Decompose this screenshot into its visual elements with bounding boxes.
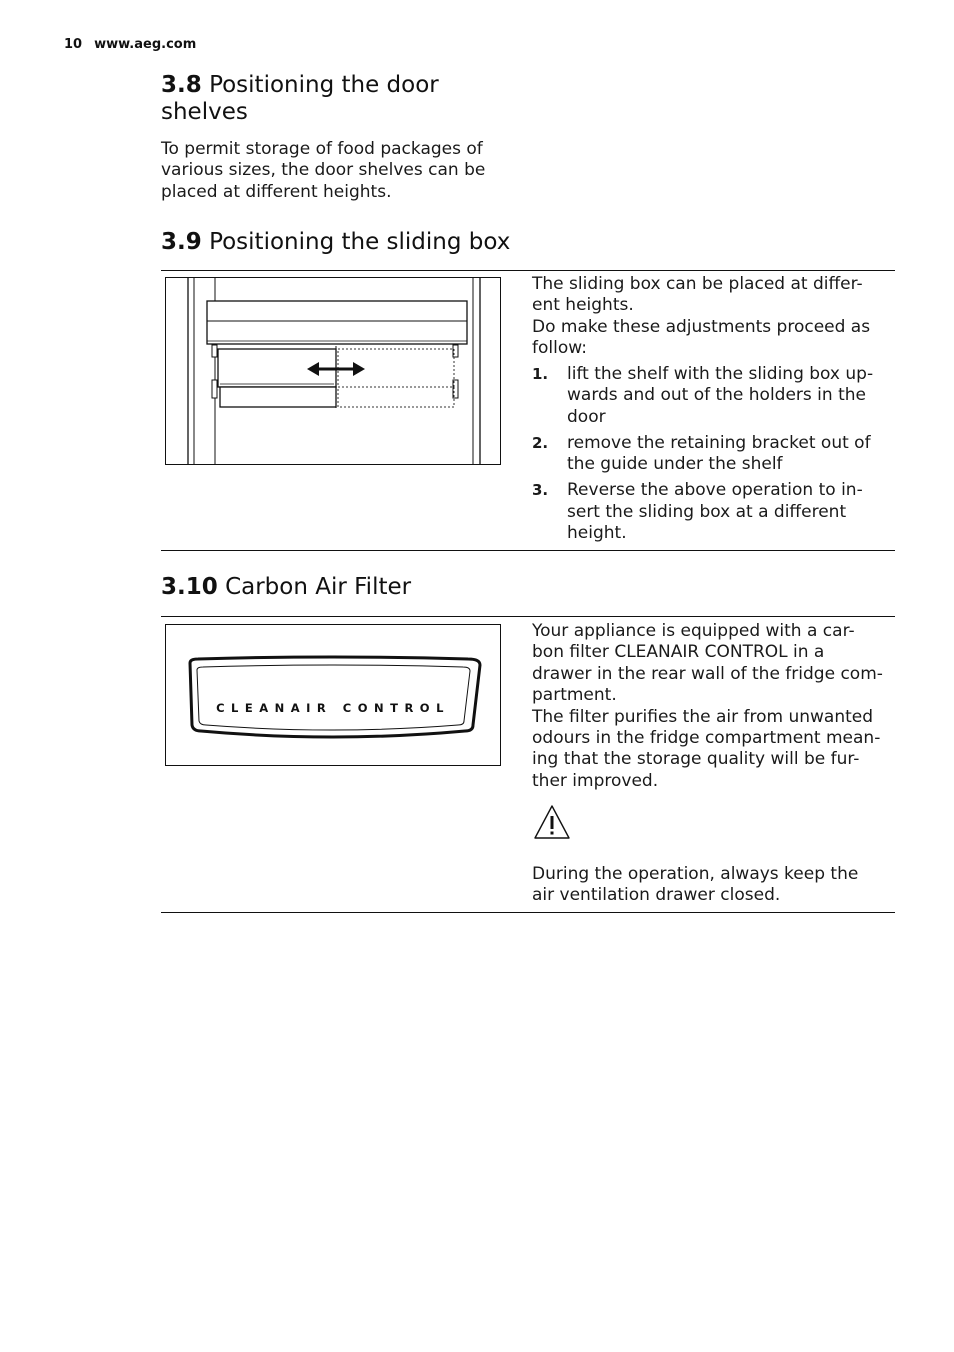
step-line: door	[567, 406, 606, 427]
section-3-8-body	[161, 139, 511, 203]
body-line: ing that the storage quality will be fur-	[532, 749, 860, 770]
step-line: height.	[567, 523, 627, 544]
body-line: To permit storage of food packages of	[161, 139, 483, 159]
section-3-9-title	[161, 229, 510, 256]
carbon-filter-illustration	[165, 624, 501, 766]
step-line: lift the shelf with the sliding box up-	[567, 364, 874, 384]
section-rule-top	[161, 616, 895, 617]
body-line: placed at different heights.	[161, 181, 392, 202]
step-number: 3.	[532, 481, 549, 500]
section-3-8-title	[161, 72, 439, 126]
section-3-10-title	[161, 574, 411, 601]
section-title-line2: shelves	[161, 99, 248, 125]
section-3-9-intro	[532, 274, 892, 360]
step-line: remove the retaining bracket out of	[567, 432, 871, 453]
section-rule-bottom	[161, 912, 895, 913]
step-number: 1.	[532, 365, 549, 383]
warning-line: During the operation, always keep the	[532, 864, 859, 884]
body-line: Your appliance is equipped with a car-	[532, 621, 855, 641]
step-item	[532, 480, 882, 544]
sliding-box-illustration	[165, 277, 501, 465]
warning-triangle-icon	[532, 803, 572, 845]
step-line: Reverse the above operation to in-	[567, 480, 863, 501]
section-title-line1: Positioning the door	[209, 72, 439, 98]
body-line: odours in the fridge compartment mean-	[532, 728, 881, 749]
section-3-10-body	[532, 621, 892, 792]
body-line: bon filter CLEANAIR CONTROL in a	[532, 642, 825, 663]
warning-line: air ventilation drawer closed.	[532, 885, 781, 906]
body-line: The sliding box can be placed at differ-	[532, 274, 863, 294]
body-line: Do make these adjustments proceed as	[532, 316, 871, 337]
step-line: the guide under the shelf	[567, 454, 783, 475]
body-line: partment.	[532, 685, 617, 706]
page-number: 10	[64, 37, 83, 52]
warning-text	[532, 864, 892, 907]
section-number: 3.10	[161, 574, 218, 600]
section-title: Positioning the sliding box	[209, 229, 511, 255]
body-line: ent heights.	[532, 295, 634, 316]
body-line: follow:	[532, 338, 587, 359]
body-line: ther improved.	[532, 770, 659, 791]
body-line: drawer in the rear wall of the fridge com-	[532, 663, 883, 684]
step-line: wards and out of the holders in the	[567, 385, 866, 406]
step-item	[532, 433, 882, 476]
body-line: various sizes, the door shelves can be	[161, 160, 486, 181]
step-number: 2.	[532, 433, 549, 452]
section-rule-bottom	[161, 550, 895, 551]
section-title: Carbon Air Filter	[225, 574, 412, 600]
step-item	[532, 364, 882, 428]
step-line: sert the sliding box at a different	[567, 501, 847, 522]
section-number: 3.8	[161, 72, 202, 98]
adjustment-steps-list	[532, 364, 882, 549]
sliding-box-drawing	[166, 278, 500, 464]
section-rule-top	[161, 270, 895, 271]
page-header	[64, 37, 196, 52]
section-number: 3.9	[161, 229, 202, 255]
website-link[interactable]: www.aeg.com	[94, 37, 197, 52]
filter-drawer-drawing	[166, 625, 500, 765]
filter-label: CLEANAIR CONTROL	[216, 701, 450, 715]
body-line: The filter purifies the air from unwanted	[532, 706, 874, 727]
